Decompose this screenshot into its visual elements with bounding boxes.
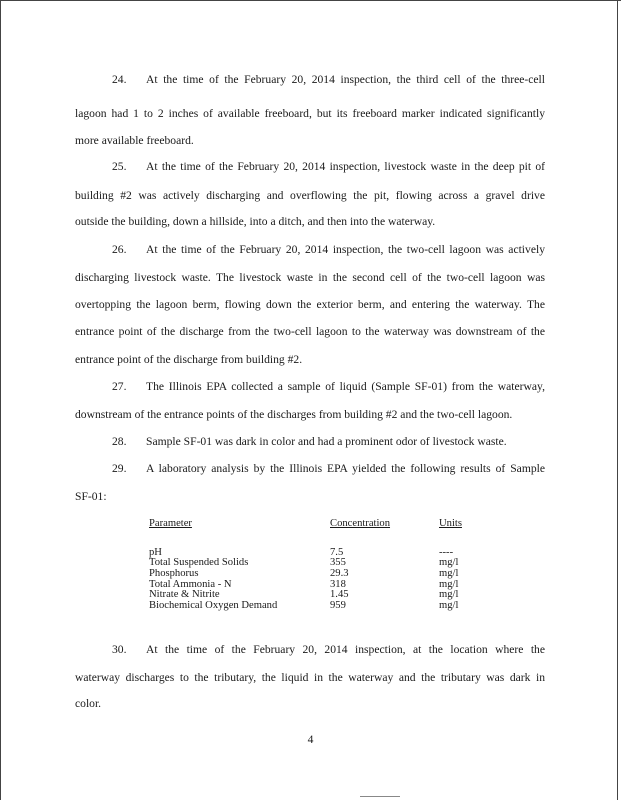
cell-parameter: Total Suspended Solids	[149, 557, 249, 569]
para-30-line-1: 30. At the time of the February 20, 2014 inspection, at the location where the	[112, 643, 545, 656]
para-26-line-4: entrance point of the discharge from the two-cell lagoon to the waterway was downstream of the	[75, 325, 545, 338]
cell-concentration: 318	[330, 578, 346, 590]
cell-concentration: 29.3	[330, 568, 349, 580]
para-29-line-1: 29. A laboratory analysis by the Illinois EPA yielded the following results of Sample	[112, 462, 545, 475]
page-edge-right	[617, 0, 618, 800]
para-25-line-1: 25. At the time of the February 20, 2014 inspection, livestock waste in the deep pit of	[112, 160, 545, 173]
para-26-line-5: entrance point of the discharge from building #2.	[75, 353, 303, 366]
cell-parameter: Phosphorus	[149, 568, 199, 580]
table-row	[149, 558, 479, 569]
cell-parameter: Biochemical Oxygen Demand	[149, 600, 278, 612]
cell-units: mg/l	[439, 600, 459, 612]
cell-units: ----	[439, 546, 454, 558]
para-26-number: 26.	[112, 243, 127, 256]
para-24-line-2: lagoon had 1 to 2 inches of available freeboard, but its freeboard marker indicated significantly	[75, 107, 545, 120]
cell-parameter: pH	[149, 546, 162, 558]
para-30-line-3: color.	[75, 697, 102, 710]
cell-units: mg/l	[439, 568, 459, 580]
para-24-number: 24.	[112, 73, 127, 86]
para-27-line-1: 27. The Illinois EPA collected a sample of liquid (Sample SF-01) from the waterway,	[112, 380, 545, 393]
cell-parameter: Total Ammonia - N	[149, 578, 232, 590]
para-25-line-3: outside the building, down a hillside, into a ditch, and then into the waterway.	[75, 215, 436, 228]
page-edge-left	[0, 0, 1, 800]
para-26-line-3: overtopping the lagoon berm, flowing down the exterior berm, and entering the waterway. The	[75, 298, 545, 311]
para-24-line-3: more available freeboard.	[75, 134, 194, 147]
scan-artifact-mark	[360, 796, 400, 797]
table-header-row	[149, 519, 479, 530]
para-25-line-2: building #2 was actively discharging and overflowing the pit, flowing across a gravel drive	[75, 189, 545, 202]
para-26-line-1: 26. At the time of the February 20, 2014 inspection, the two-cell lagoon was actively	[112, 243, 545, 256]
page-number: 4	[307, 733, 314, 746]
para-24-line-1: 24. At the time of the February 20, 2014 inspection, the third cell of the three-cell	[112, 73, 545, 86]
cell-concentration: 355	[330, 557, 346, 569]
para-28-line-1: 28. Sample SF-01 was dark in color and had a prominent odor of livestock waste.	[112, 435, 507, 448]
para-26-line-2: discharging livestock waste. The livestock waste in the second cell of the two-cell lagoon was	[75, 271, 545, 284]
header-parameter: Parameter	[149, 518, 192, 529]
cell-units: mg/l	[439, 578, 459, 590]
header-concentration: Concentration	[330, 518, 391, 529]
table-spacer	[149, 530, 479, 548]
para-29-line-2: SF-01:	[75, 490, 107, 503]
cell-units: mg/l	[439, 589, 459, 601]
para-29-number: 29.	[112, 462, 127, 475]
para-27-number: 27.	[112, 380, 127, 393]
para-30-line-2: waterway discharges to the tributary, the liquid in the waterway and the tributary was dark in	[75, 671, 545, 684]
para-25-number: 25.	[112, 160, 127, 173]
para-30-number: 30.	[112, 643, 127, 656]
cell-parameter: Nitrate & Nitrite	[149, 589, 220, 601]
header-units: Units	[439, 518, 462, 529]
results-table	[149, 519, 479, 612]
cell-concentration: 1.45	[330, 589, 349, 601]
cell-concentration: 959	[330, 600, 346, 612]
page-edge-top	[0, 0, 621, 1]
para-27-line-2: downstream of the entrance points of the discharges from building #2 and the two-cell lagoon.	[75, 408, 513, 421]
table-row	[149, 601, 479, 612]
cell-concentration: 7.5	[330, 546, 344, 558]
para-28-number: 28.	[112, 435, 127, 448]
cell-units: mg/l	[439, 557, 459, 569]
